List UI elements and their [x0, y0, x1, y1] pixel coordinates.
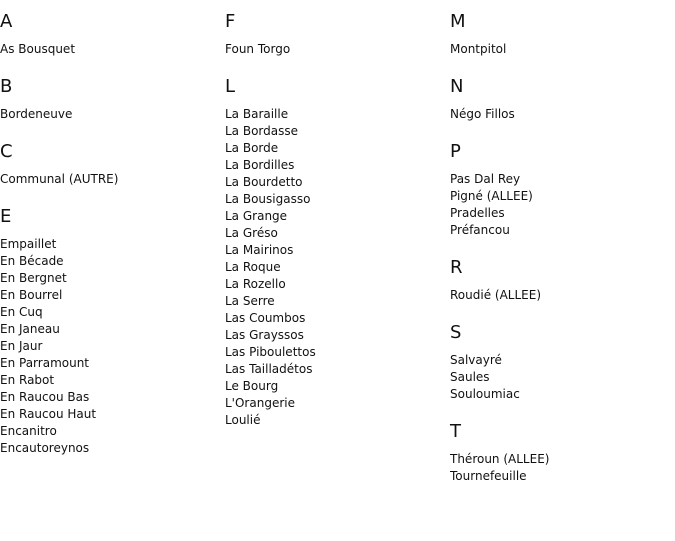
place-link[interactable]: Roudié (ALLEE) — [450, 288, 542, 302]
letter-heading: S — [450, 322, 462, 343]
place-list — [450, 287, 670, 304]
index-column-1 — [0, 0, 220, 475]
letter-group-c — [0, 141, 220, 188]
list-item — [225, 293, 445, 310]
list-item — [225, 378, 445, 395]
place-link[interactable]: Préfancou — [450, 223, 510, 237]
list-item — [450, 386, 670, 403]
place-link[interactable]: En Jaur — [0, 339, 43, 353]
place-link[interactable]: L'Orangerie — [225, 396, 295, 410]
place-link[interactable]: En Bécade — [0, 254, 64, 268]
place-link[interactable]: Montpitol — [450, 42, 507, 56]
place-link[interactable]: Loulié — [225, 413, 261, 427]
letter-group-a — [0, 11, 220, 58]
list-item — [0, 41, 220, 58]
place-link[interactable]: La Baraille — [225, 107, 289, 121]
letter-heading: E — [0, 206, 12, 227]
letter-group-b — [0, 76, 220, 123]
list-item — [0, 389, 220, 406]
place-list — [450, 352, 670, 403]
letter-group-l — [225, 76, 445, 429]
list-item — [225, 361, 445, 378]
list-item — [450, 222, 670, 239]
letter-heading: T — [450, 421, 461, 442]
place-link[interactable]: Le Bourg — [225, 379, 279, 393]
list-item — [450, 41, 670, 58]
letter-group-s — [450, 322, 670, 403]
letter-group-m — [450, 11, 670, 58]
place-list — [225, 41, 445, 58]
list-item — [0, 304, 220, 321]
place-link[interactable]: La Borde — [225, 141, 279, 155]
list-item — [225, 191, 445, 208]
list-item — [0, 270, 220, 287]
letter-heading: B — [0, 76, 13, 97]
place-list — [225, 106, 445, 429]
place-link[interactable]: En Janeau — [0, 322, 60, 336]
place-list — [0, 41, 220, 58]
list-item — [0, 355, 220, 372]
place-link[interactable]: En Raucou Bas — [0, 390, 90, 404]
letter-group-p — [450, 141, 670, 239]
list-item — [450, 369, 670, 386]
place-link[interactable]: En Cuq — [0, 305, 43, 319]
letter-group-r — [450, 257, 670, 304]
place-link[interactable]: Saules — [450, 370, 490, 384]
list-item — [0, 171, 220, 188]
place-link[interactable]: En Bergnet — [0, 271, 67, 285]
list-item — [225, 106, 445, 123]
list-item — [0, 236, 220, 253]
place-link[interactable]: Communal (AUTRE) — [0, 172, 119, 186]
list-item — [0, 338, 220, 355]
letter-heading: F — [225, 11, 236, 32]
list-item — [450, 106, 670, 123]
place-link[interactable]: Encautoreynos — [0, 441, 90, 455]
list-item — [225, 412, 445, 429]
list-item — [225, 327, 445, 344]
list-item — [225, 310, 445, 327]
list-item — [225, 208, 445, 225]
letter-heading: P — [450, 141, 461, 162]
letter-heading: R — [450, 257, 463, 278]
place-link[interactable]: La Rozello — [225, 277, 286, 291]
list-item — [225, 242, 445, 259]
place-link[interactable]: La Roque — [225, 260, 281, 274]
list-item — [450, 287, 670, 304]
place-list — [0, 171, 220, 188]
list-item — [450, 188, 670, 205]
place-list — [450, 451, 670, 485]
letter-heading: L — [225, 76, 236, 97]
place-list — [450, 106, 670, 123]
place-link[interactable]: Las Piboulettos — [225, 345, 316, 359]
place-link[interactable]: Encanitro — [0, 424, 57, 438]
letter-heading: A — [0, 11, 13, 32]
list-item — [450, 205, 670, 222]
place-link[interactable]: Las Coumbos — [225, 311, 306, 325]
place-link[interactable]: La Bourdetto — [225, 175, 303, 189]
letter-group-t — [450, 421, 670, 485]
index-column-3 — [450, 0, 670, 503]
index-column-2 — [225, 0, 445, 447]
list-item — [0, 253, 220, 270]
letter-group-n — [450, 76, 670, 123]
letter-heading: C — [0, 141, 13, 162]
place-link[interactable]: Salvayré — [450, 353, 502, 367]
list-item — [225, 344, 445, 361]
list-item — [225, 41, 445, 58]
list-item — [450, 171, 670, 188]
place-link[interactable]: Bordeneuve — [0, 107, 73, 121]
list-item — [0, 106, 220, 123]
place-list — [450, 171, 670, 239]
place-link[interactable]: La Serre — [225, 294, 275, 308]
place-list — [0, 236, 220, 457]
letter-heading: N — [450, 76, 464, 97]
place-link[interactable]: Théroun (ALLEE) — [450, 452, 550, 466]
place-link[interactable]: Pradelles — [450, 206, 505, 220]
list-item — [450, 352, 670, 369]
list-item — [450, 468, 670, 485]
place-link[interactable]: Négo Fillos — [450, 107, 515, 121]
list-item — [225, 157, 445, 174]
place-link[interactable]: La Bordilles — [225, 158, 295, 172]
place-link[interactable]: As Bousquet — [0, 42, 76, 56]
place-link[interactable]: En Raucou Haut — [0, 407, 97, 421]
place-link[interactable]: Souloumiac — [450, 387, 520, 401]
letter-heading: M — [450, 11, 466, 32]
place-link[interactable]: La Grange — [225, 209, 288, 223]
place-link[interactable]: La Bousigasso — [225, 192, 311, 206]
letter-group-f — [225, 11, 445, 58]
list-item — [450, 451, 670, 468]
place-link[interactable]: Pigné (ALLEE) — [450, 189, 533, 203]
place-link[interactable]: En Bourrel — [0, 288, 63, 302]
list-item — [225, 395, 445, 412]
place-link[interactable]: La Gréso — [225, 226, 278, 240]
place-link[interactable]: Pas Dal Rey — [450, 172, 521, 186]
place-link[interactable]: La Bordasse — [225, 124, 299, 138]
place-link[interactable]: Tournefeuille — [450, 469, 527, 483]
list-item — [225, 225, 445, 242]
place-link[interactable]: Foun Torgo — [225, 42, 291, 56]
list-item — [0, 372, 220, 389]
place-link[interactable]: La Mairinos — [225, 243, 294, 257]
list-item — [225, 276, 445, 293]
place-list — [450, 41, 670, 58]
list-item — [225, 123, 445, 140]
list-item — [225, 259, 445, 276]
list-item — [0, 406, 220, 423]
list-item — [0, 423, 220, 440]
place-link[interactable]: Las Tailladétos — [225, 362, 313, 376]
list-item — [0, 287, 220, 304]
list-item — [0, 440, 220, 457]
list-item — [0, 321, 220, 338]
place-link[interactable]: Empaillet — [0, 237, 57, 251]
place-list — [0, 106, 220, 123]
place-link[interactable]: En Rabot — [0, 373, 55, 387]
list-item — [225, 140, 445, 157]
place-link[interactable]: Las Grayssos — [225, 328, 304, 342]
place-link[interactable]: En Parramount — [0, 356, 90, 370]
list-item — [225, 174, 445, 191]
letter-group-e — [0, 206, 220, 457]
